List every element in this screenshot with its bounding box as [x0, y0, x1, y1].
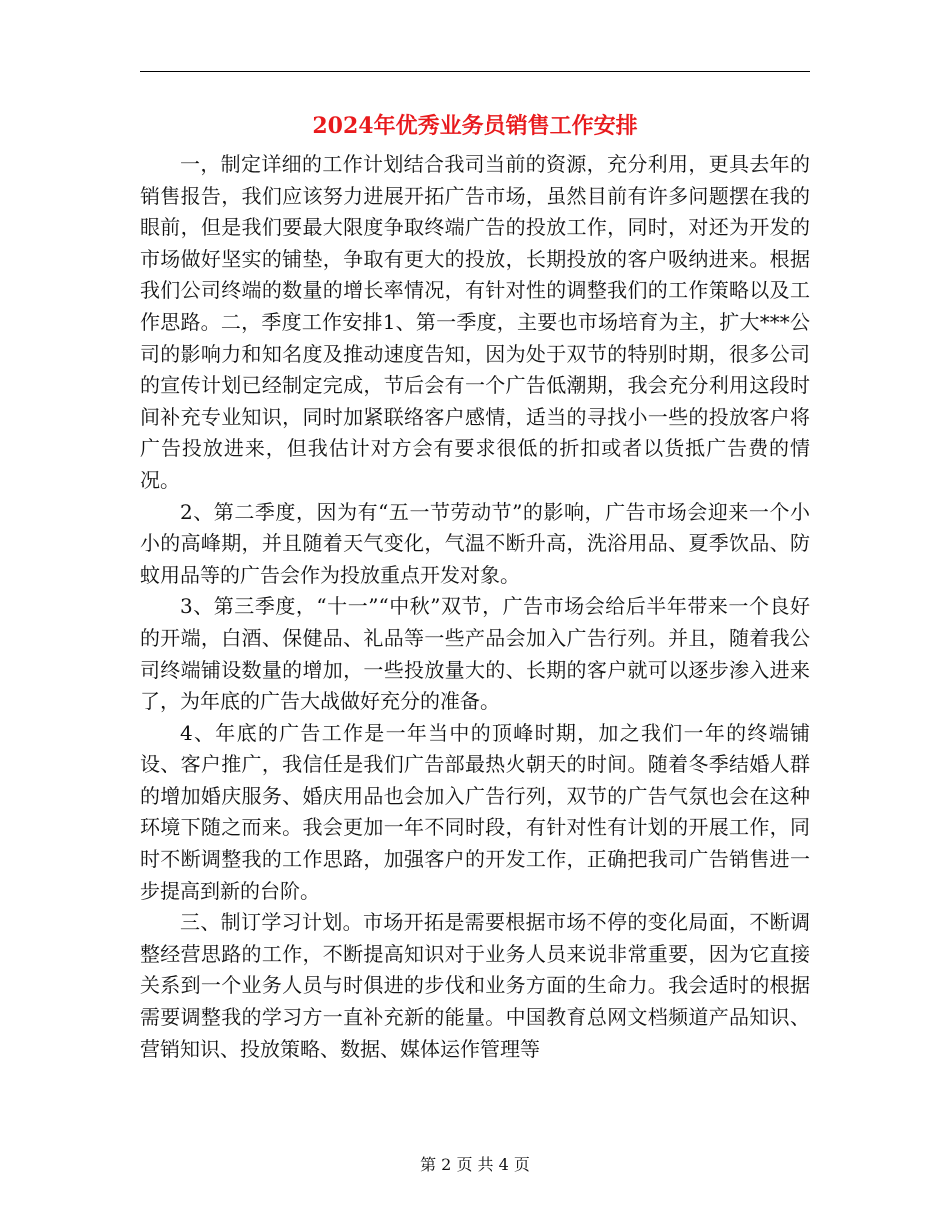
- paragraph-5: 三、制订学习计划。市场开拓是需要根据市场不停的变化局面，不断调整经营思路的工作，不断提高知识对于业务人员来说非常重要，因为它直接关系到一个业务人员与时俱进的步伐和业务方面的生命力。我会适时的根据需要调整我的学习方一直补充新的能量。中国教育总网文档频道产品知识、营销知识、投放策略、数据、媒体运作管理等: [140, 910, 810, 1061]
- document-body: [140, 149, 810, 1065]
- document-title: 2024年优秀业务员销售工作安排: [312, 113, 638, 139]
- paragraph-3: 3、第三季度，“十一”“中秋”双节，广告市场会给后半年带来一个良好的开端，白酒、保健品、礼品等一些产品会加入广告行列。并且，随着我公司终端铺设数量的增加，一些投放量大的、长期的客户就可以逐步渗入进来了，为年底的广告大战做好充分的准备。: [140, 594, 810, 714]
- paragraph-2: 2、第二季度，因为有“五一节劳动节”的影响，广告市场会迎来一个小小的高峰期，并且随着天气变化，气温不断升高，洗浴用品、夏季饮品、防蚊用品等的广告会作为投放重点开发对象。: [140, 499, 810, 587]
- header-rule: [140, 71, 810, 72]
- paragraph-4: 4、年底的广告工作是一年当中的顶峰时期，加之我们一年的终端铺设、客户推广，我信任是我们广告部最热火朝天的时间。随着冬季结婚人群的增加婚庆服务、婚庆用品也会加入广告行列，双节的广告气氛也会在这种环境下随之而来。我会更加一年不同时段，有针对性有计划的开展工作，同时不断调整我的工作思路，加强客户的开发工作，正确把我司广告销售进一步提高到新的台阶。: [140, 720, 810, 903]
- page-number: 第 2 页 共 4 页: [420, 1155, 530, 1174]
- paragraph-1: 一，制定详细的工作计划结合我司当前的资源，充分利用，更具去年的销售报告，我们应该努力进展开拓广告市场，虽然目前有许多问题摆在我的眼前，但是我们要最大限度争取终端广告的投放工作，同时，对还为开发的市场做好坚实的铺垫，争取有更大的投放，长期投放的客户吸纳进来。根据我们公司终端的数量的增长率情况，有针对性的调整我们的工作策略以及工作思路。二，季度工作安排1、第一季度，主要也市场培育为主，扩大***公司的影响力和知名度及推动速度告知，因为处于双节的特别时期，很多公司的宣传计划已经制定完成，节后会有一个广告低潮期，我会充分利用这段时间补充专业知识，同时加紧联络客户感情，适当的寻找小一些的投放客户将广告投放进来，但我估计对方会有要求很低的折扣或者以货抵广告费的情况。: [140, 152, 810, 492]
